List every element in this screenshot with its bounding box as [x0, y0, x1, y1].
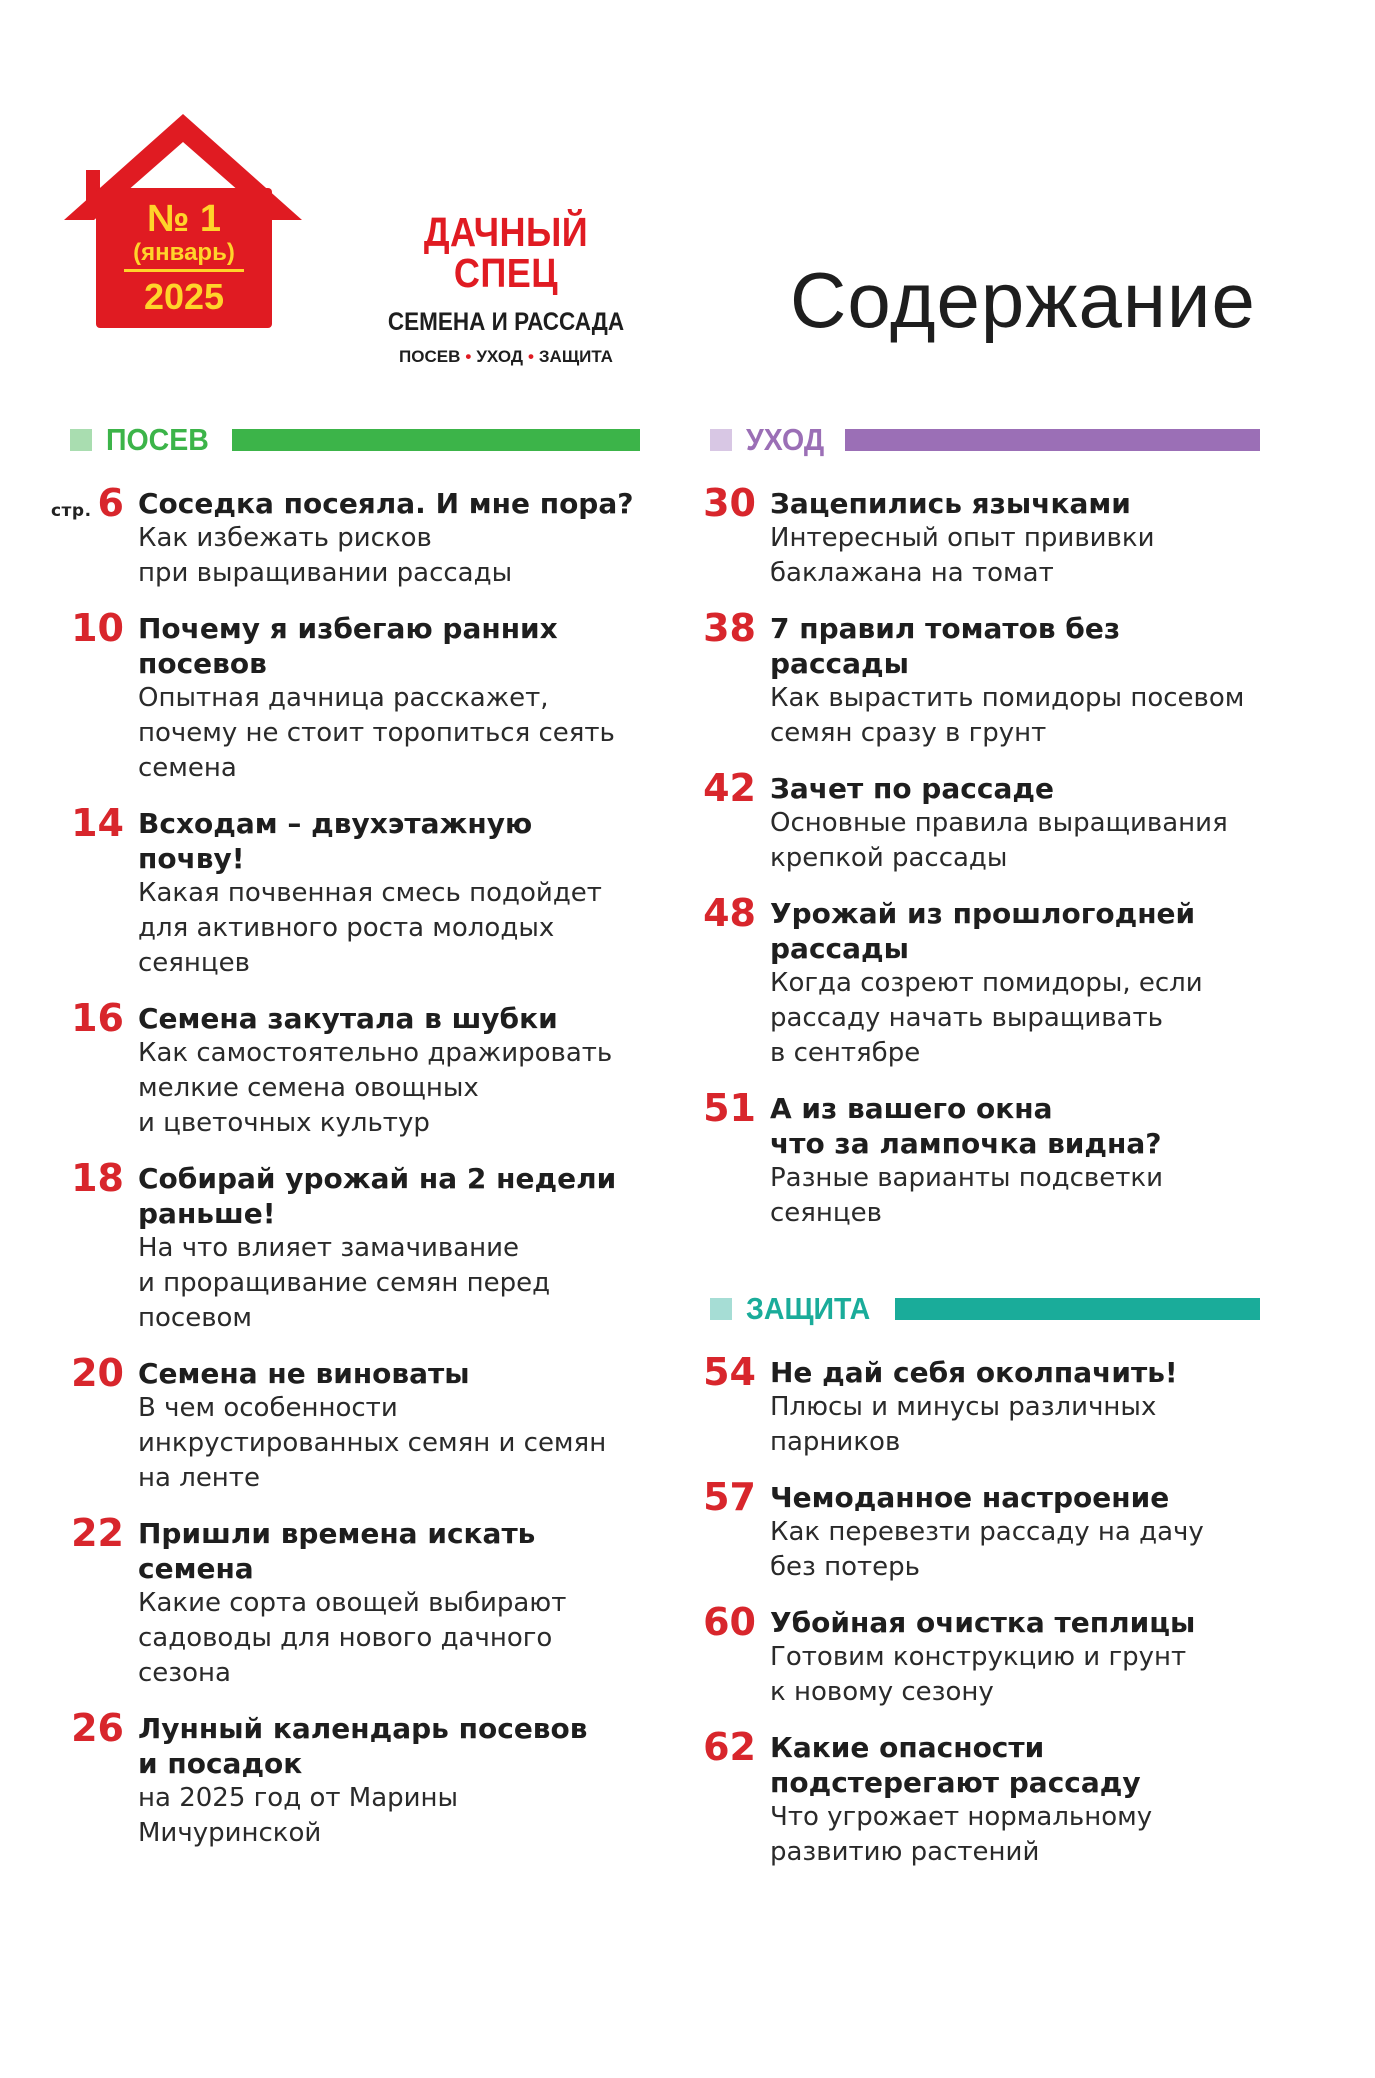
entry-description: В чем особенности инкрустированных семян и семян на ленте	[138, 1393, 607, 1493]
page-number-wrap	[680, 481, 770, 591]
entry-title: А из вашего окна что за лампочка видна?	[770, 1092, 1162, 1160]
section-label: ПОСЕВ	[106, 422, 209, 457]
toc-entry[interactable]	[40, 1351, 640, 1496]
page-number: 6	[97, 481, 124, 525]
page-number: 57	[703, 1475, 756, 1519]
toc-entry[interactable]	[680, 766, 1260, 876]
entry-title: Какие опасности подстерегают рассаду	[770, 1731, 1141, 1799]
page-number: 62	[703, 1725, 756, 1769]
entry-title: Зацепились язычками	[770, 487, 1131, 520]
entry-title: Зачет по рассаде	[770, 772, 1054, 805]
entry-list	[680, 481, 1260, 1231]
entry-title: Не дай себя околпачить!	[770, 1356, 1178, 1389]
page-number-wrap	[40, 481, 138, 591]
entry-description: Какие сорта овощей выбирают садоводы для нового дачного сезона	[138, 1588, 567, 1688]
entry-description: Как самостоятельно дражировать мелкие семена овощных и цветочных культур	[138, 1038, 613, 1138]
entry-title: Убойная очистка теплицы	[770, 1606, 1196, 1639]
page-number: 16	[71, 996, 124, 1040]
section-marker-icon	[710, 1298, 732, 1320]
bullet-icon: •	[465, 347, 472, 366]
entry-text	[770, 896, 1260, 1071]
section-header-posev	[70, 420, 640, 460]
page-number-wrap	[680, 1475, 770, 1585]
entry-text	[138, 1356, 640, 1496]
page-number: 14	[71, 801, 124, 845]
page-number: 60	[703, 1600, 756, 1644]
entry-text	[138, 1161, 640, 1336]
entry-title: Лунный календарь посевов и посадок	[138, 1712, 588, 1780]
page-number: 18	[71, 1156, 124, 1200]
entry-text	[770, 1355, 1260, 1460]
entry-title: Собирай урожай на 2 недели раньше!	[138, 1162, 617, 1230]
section-bar	[845, 429, 1260, 451]
page-prefix: стр.	[50, 501, 92, 521]
entry-description: Интересный опыт прививки баклажана на томат	[770, 523, 1155, 588]
page-number-wrap	[40, 1156, 138, 1336]
issue-month: (январь)	[133, 238, 235, 266]
toc-entry[interactable]	[40, 801, 640, 981]
entry-title: Пришли времена искать семена	[138, 1517, 536, 1585]
entry-text	[770, 1480, 1260, 1585]
entry-description: Как вырастить помидоры посевом семян сразу в грунт	[770, 683, 1245, 748]
magazine-brand	[356, 209, 656, 367]
entry-title: Урожай из прошлогодней рассады	[770, 897, 1196, 965]
entry-text	[138, 806, 640, 981]
entry-description: Плюсы и минусы различных парников	[770, 1392, 1157, 1457]
page-number: 22	[71, 1511, 124, 1555]
entry-description: Разные варианты подсветки сеянцев	[770, 1163, 1163, 1228]
entry-list	[40, 481, 640, 1851]
toc-entry[interactable]	[680, 606, 1260, 751]
issue-year: 2025	[143, 276, 225, 318]
entry-title: 7 правил томатов без рассады	[770, 612, 1121, 680]
section-marker-icon	[70, 429, 92, 451]
toc-entry[interactable]	[680, 1725, 1260, 1870]
entry-description: Опытная дачница расскажет, почему не стоит торопиться сеять семена	[138, 683, 615, 783]
entry-text	[770, 1605, 1260, 1710]
entry-description: Готовим конструкцию и грунт к новому сезону	[770, 1642, 1187, 1707]
entry-description: Когда созреют помидоры, если рассаду начать выращивать в сентябре	[770, 968, 1203, 1068]
section-uhod	[680, 420, 1260, 1231]
page-number-wrap	[40, 801, 138, 981]
page-number: 26	[71, 1706, 124, 1750]
tag-zashchita: ЗАЩИТА	[538, 347, 613, 366]
page-title: Содержание	[790, 256, 1256, 344]
entry-description: на 2025 год от Марины Мичуринской	[138, 1783, 459, 1848]
toc-entry[interactable]	[40, 481, 640, 591]
toc-entry[interactable]	[680, 481, 1260, 591]
magazine-tags	[356, 347, 656, 367]
entry-text	[770, 486, 1260, 591]
entry-text	[770, 611, 1260, 751]
entry-text	[138, 1711, 640, 1851]
section-bar	[232, 429, 640, 451]
issue-badge	[96, 188, 272, 328]
tag-uhod: УХОД	[476, 347, 523, 366]
entry-description: Основные правила выращивания крепкой рассады	[770, 808, 1228, 873]
entry-text	[138, 1516, 640, 1691]
entry-title: Чемоданное настроение	[770, 1481, 1170, 1514]
entry-text	[770, 1730, 1260, 1870]
page-number-wrap	[680, 766, 770, 876]
section-zashchita	[680, 1289, 1260, 1870]
page-number: 42	[703, 766, 756, 810]
page-number-wrap	[40, 1511, 138, 1691]
toc-entry[interactable]	[40, 1156, 640, 1336]
page-number-wrap	[680, 1350, 770, 1460]
page-number: 38	[703, 606, 756, 650]
entry-title: Семена не виноваты	[138, 1357, 470, 1390]
entry-text	[770, 771, 1260, 876]
section-marker-icon	[710, 429, 732, 451]
entry-text	[770, 1091, 1260, 1231]
section-posev	[40, 420, 640, 1871]
bullet-icon: •	[527, 347, 534, 366]
entry-text	[138, 611, 640, 786]
issue-number: № 1	[146, 198, 222, 241]
page-number-wrap	[680, 1725, 770, 1870]
entry-list	[680, 1350, 1260, 1870]
toc-entry[interactable]	[40, 606, 640, 786]
toc-entry[interactable]	[40, 1511, 640, 1691]
toc-entry[interactable]	[680, 1086, 1260, 1231]
entry-description: Какая почвенная смесь подойдет для активного роста молодых сеянцев	[138, 878, 602, 978]
entry-description: Как перевезти рассаду на дачу без потерь	[770, 1517, 1204, 1582]
page-number: 10	[71, 606, 124, 650]
magazine-subtitle: СЕМЕНА И РАССАДА	[387, 308, 625, 336]
entry-description: Как избежать рисков при выращивании рассады	[138, 523, 513, 588]
right-column	[680, 420, 1260, 1890]
page-number: 51	[703, 1086, 756, 1130]
magazine-title: ДАЧНЫЙ СПЕЦ	[423, 209, 589, 296]
page-number-wrap	[40, 996, 138, 1141]
entry-title: Почему я избегаю ранних посевов	[138, 612, 558, 680]
entry-title: Всходам – двухэтажную почву!	[138, 807, 533, 875]
section-header-zashchita	[710, 1289, 1260, 1329]
section-label: ЗАЩИТА	[746, 1291, 871, 1326]
page-number-wrap	[680, 1086, 770, 1231]
entry-text	[138, 1001, 640, 1141]
section-label: УХОД	[746, 422, 825, 457]
entry-title: Семена закутала в шубки	[138, 1002, 558, 1035]
page-number: 30	[703, 481, 756, 525]
toc-entry[interactable]	[40, 1706, 640, 1851]
page-number: 48	[703, 891, 756, 935]
entry-title: Соседка посеяла. И мне пора?	[138, 487, 634, 520]
issue-divider	[124, 269, 244, 272]
toc-entry[interactable]	[680, 1475, 1260, 1585]
entry-description: Что угрожает нормальному развитию растений	[770, 1802, 1153, 1867]
page-number-wrap	[40, 1351, 138, 1496]
page-number-wrap	[680, 891, 770, 1071]
page-number-wrap	[680, 606, 770, 751]
entry-description: На что влияет замачивание и проращивание семян перед посевом	[138, 1233, 551, 1333]
section-header-uhod	[710, 420, 1260, 460]
section-bar	[895, 1298, 1260, 1320]
page-number-wrap	[680, 1600, 770, 1710]
page-number: 20	[71, 1351, 124, 1395]
page-number-wrap	[40, 1706, 138, 1851]
page-number-wrap	[40, 606, 138, 786]
toc-entry[interactable]	[680, 1600, 1260, 1710]
toc-entry[interactable]	[680, 891, 1260, 1071]
toc-entry[interactable]	[40, 996, 640, 1141]
toc-entry[interactable]	[680, 1350, 1260, 1460]
page-number: 54	[703, 1350, 756, 1394]
entry-text	[138, 486, 640, 591]
tag-posev: ПОСЕВ	[399, 347, 461, 366]
